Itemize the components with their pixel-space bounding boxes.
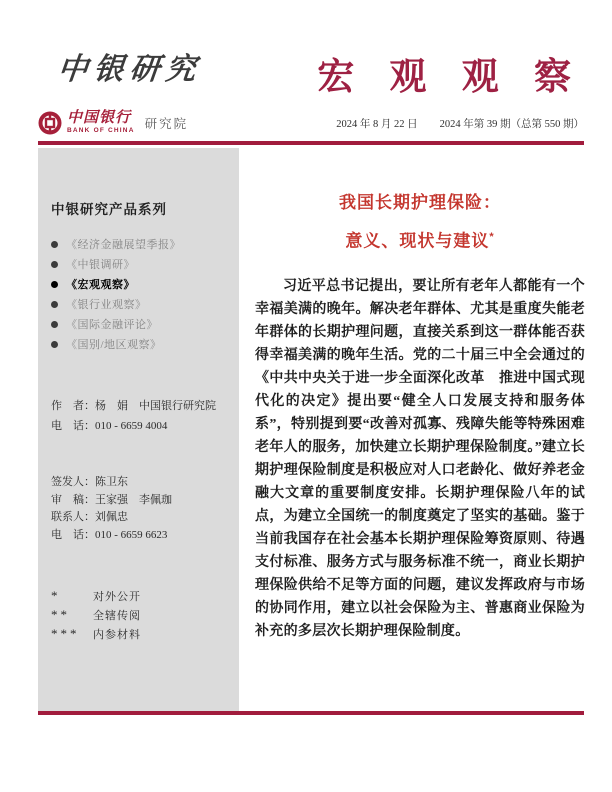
footnote-asterisk: * bbox=[489, 231, 495, 243]
series-item-label: 《宏观观察》 bbox=[66, 279, 135, 291]
bullet-icon bbox=[51, 301, 58, 308]
article-title-line2: 意义、现状与建议* bbox=[345, 231, 495, 251]
series-item bbox=[51, 234, 229, 254]
issuer-line: 签发人：陈卫东 bbox=[51, 476, 128, 488]
sidebar bbox=[38, 148, 239, 711]
author-line: 作 者：杨 娟 中国银行研究院 bbox=[51, 400, 216, 412]
legend-label: 全辖传阅 bbox=[93, 610, 141, 622]
publication-title: 宏 观 观 察 bbox=[317, 57, 584, 98]
series-item-label: 《经济金融展望季报》 bbox=[66, 239, 181, 251]
bank-name bbox=[67, 111, 135, 135]
star-marker: ** bbox=[51, 607, 70, 622]
bank-name-en: BANK OF CHINA bbox=[67, 127, 135, 135]
institute-label: 研究院 bbox=[144, 117, 189, 131]
publication-date: 2024 年 8 月 22 日 bbox=[336, 118, 418, 130]
bottom-divider-rule bbox=[38, 711, 584, 715]
reviewer-line: 审 稿：王家强 李佩珈 bbox=[51, 493, 172, 506]
author-block bbox=[51, 396, 229, 436]
series-item-label: 《银行业观察》 bbox=[66, 299, 147, 311]
series-title: 中银研究产品系列 bbox=[51, 202, 167, 217]
series-item-label: 《国际金融评论》 bbox=[66, 319, 158, 331]
author-phone-line: 电 话：010 - 6659 4004 bbox=[51, 420, 168, 432]
star-marker: * bbox=[51, 588, 61, 603]
contact-phone-line: 电 话：010 - 6659 6623 bbox=[51, 528, 168, 541]
legend-label: 内参材料 bbox=[93, 629, 141, 641]
series-item bbox=[51, 254, 229, 274]
org-bar bbox=[38, 106, 584, 140]
classification-legend bbox=[51, 587, 229, 644]
legend-label: 对外公开 bbox=[93, 591, 141, 603]
bank-of-china-logo-icon bbox=[38, 111, 62, 135]
series-list bbox=[51, 234, 229, 354]
star-marker: *** bbox=[51, 626, 80, 641]
legend-row bbox=[51, 625, 229, 644]
issue-number: 2024 年第 39 期（总第 550 期） bbox=[439, 118, 584, 130]
top-divider-rule bbox=[38, 141, 584, 145]
bullet-icon bbox=[51, 341, 58, 348]
bullet-icon bbox=[51, 261, 58, 268]
article-title-line1: 我国长期护理保险： bbox=[339, 193, 501, 212]
brand-calligraphy: 中银研究 bbox=[55, 52, 204, 87]
series-item bbox=[51, 294, 229, 314]
article-title bbox=[255, 186, 585, 259]
series-item bbox=[51, 334, 229, 354]
sign-off-block bbox=[51, 474, 229, 544]
bullet-icon bbox=[51, 241, 58, 248]
date-issue-area bbox=[336, 116, 584, 131]
legend-row bbox=[51, 587, 229, 606]
contact-line: 联系人：刘佩忠 bbox=[51, 511, 128, 523]
bullet-icon bbox=[51, 321, 58, 328]
series-item bbox=[51, 314, 229, 334]
series-item-label: 《国别/地区观察》 bbox=[66, 339, 162, 351]
bullet-icon bbox=[51, 281, 58, 288]
bank-name-cn: 中国银行 bbox=[67, 110, 132, 127]
legend-row bbox=[51, 606, 229, 625]
series-item-label: 《中银调研》 bbox=[66, 259, 135, 271]
article-column bbox=[255, 186, 585, 643]
series-item-current bbox=[51, 274, 229, 294]
article-abstract: 习近平总书记提出，要让所有老年人都能有一个幸福美满的晚年。解决老年群体、尤其是重度失能老年群体的长期护理问题，直接关系到这一群体能否获得幸福美满的晚年生活。党的二十届三中全会通过的《中共中央关于进一步全面深化改革 推进中国式现代化的决定》提出要“健全人口发展支持和服务体系”，特别提到要“改善对孤寡、残障失能等特殊困难老年人的服务，加快建立长期护理保险制度。”建立长期护理保险制度是积极应对人口老龄化、做好养老金融大文章的重要制度安排。长期护理保险八年的试点，为建立全国统一的制度奠定了坚实的基础。鉴于当前我国存在社会基本长期护理保险筹资原则、待遇支付标准、服务方式与服务标准不统一，商业长期护理保险供给不足等方面的问题，建议发挥政府与市场的协同作用，建立以社会保险为主、普惠商业保险为补充的多层次长期护理保险制度。 bbox=[255, 278, 585, 639]
